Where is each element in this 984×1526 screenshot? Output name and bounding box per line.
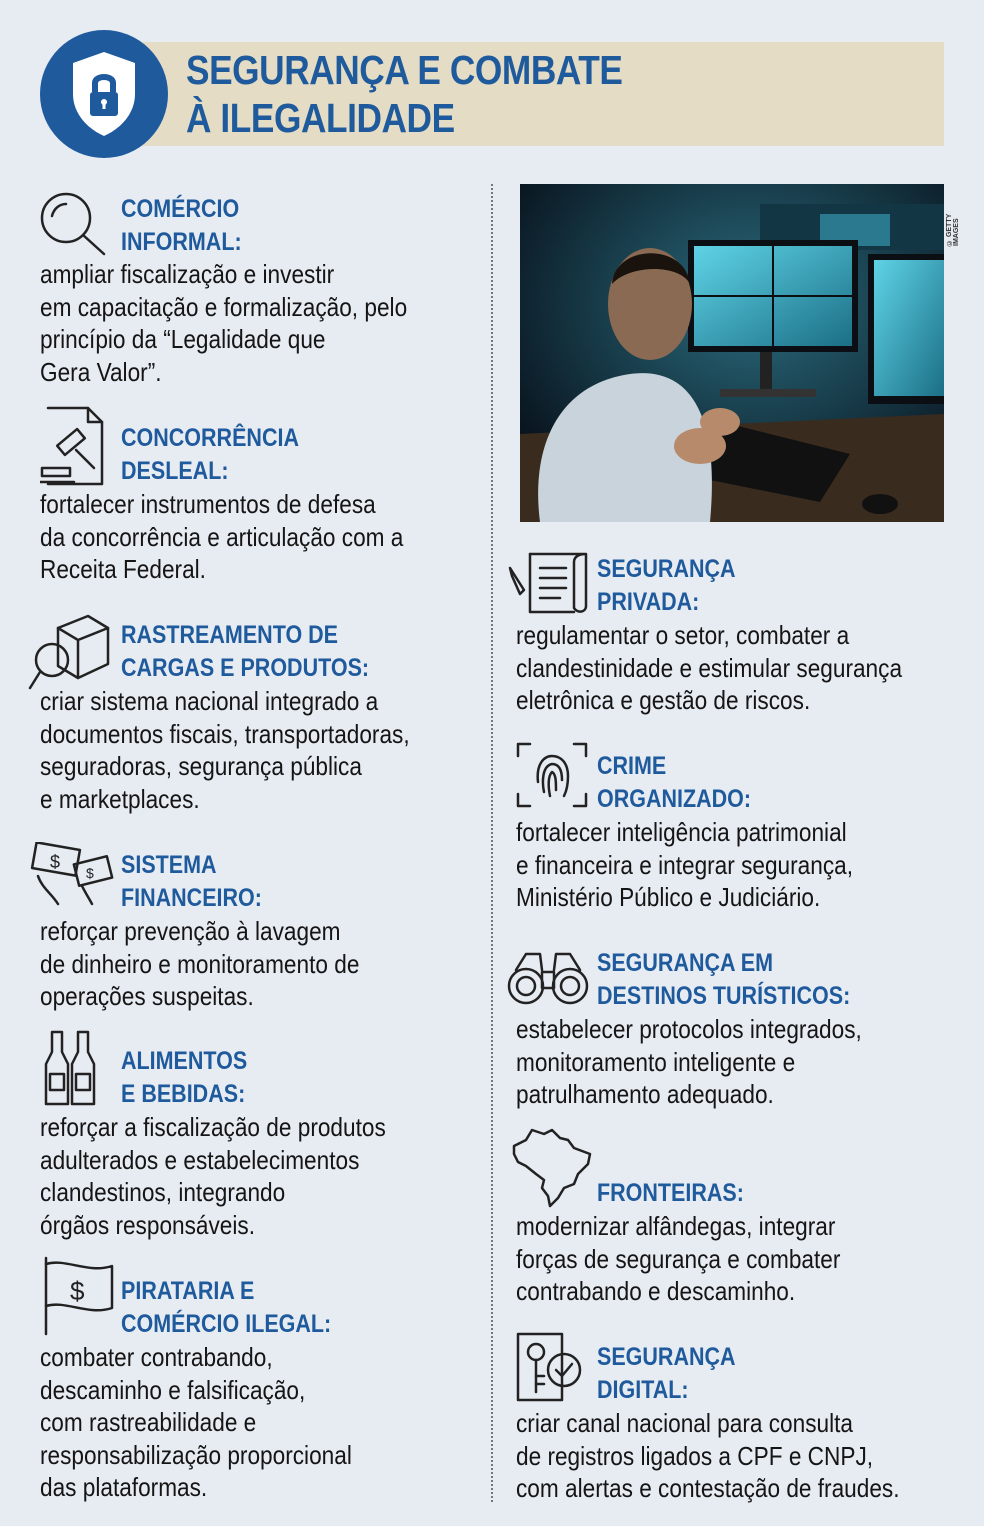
heading-line: FRONTEIRAS: [597, 1179, 744, 1207]
body-line: com alertas e contestação de fraudes. [516, 1473, 900, 1504]
body-line: fortalecer inteligência patrimonial [516, 817, 847, 847]
body-line: Gera Valor”. [40, 356, 162, 387]
heading-line: ORGANIZADO: [597, 785, 752, 813]
body-line: Ministério Público e Judiciário. [516, 882, 821, 913]
contract-pen-icon [508, 550, 590, 616]
column-divider [491, 184, 493, 1502]
svg-text:$: $ [70, 1276, 85, 1306]
body-line: forças de segurança e combater [516, 1243, 841, 1274]
heading-line: RASTREAMENTO DE [121, 621, 339, 649]
body-sistema-financeiro [40, 915, 359, 1013]
gavel-document-icon [40, 406, 106, 486]
magnifier-icon [38, 190, 110, 260]
heading-seguranca-privada [597, 553, 736, 619]
body-alimentos-bebidas [40, 1111, 386, 1241]
body-line: reforçar prevenção à lavagem [40, 916, 341, 946]
box-magnifier-icon [28, 612, 112, 692]
body-line: de dinheiro e monitoramento de [40, 948, 360, 979]
body-line: monitoramento inteligente e [516, 1046, 796, 1077]
body-fronteiras [516, 1210, 840, 1308]
body-seguranca-privada [516, 619, 902, 717]
heading-line: DIGITAL: [597, 1376, 689, 1404]
body-line: e financeira e integrar segurança, [516, 849, 854, 880]
heading-line: SEGURANÇA [597, 555, 736, 583]
surveillance-photo [520, 184, 944, 522]
heading-line: DESTINOS TURÍSTICOS: [597, 982, 851, 1010]
heading-line: E BEBIDAS: [121, 1080, 246, 1108]
heading-line: ALIMENTOS [121, 1047, 248, 1075]
heading-line: COMÉRCIO [121, 195, 240, 223]
body-line: com rastreabilidade e [40, 1407, 257, 1438]
heading-line: CARGAS E PRODUTOS: [121, 654, 370, 682]
heading-line: SEGURANÇA EM [597, 949, 773, 977]
heading-line: SEGURANÇA [597, 1343, 736, 1371]
dollar-flag-icon [42, 1256, 116, 1336]
heading-rastreamento [121, 619, 369, 685]
page-title [186, 46, 623, 142]
heading-line: PIRATARIA E [121, 1277, 255, 1305]
body-line: princípio da “Legalidade que [40, 324, 326, 355]
body-line: operações suspeitas. [40, 981, 254, 1012]
heading-line: SISTEMA [121, 851, 217, 879]
heading-sistema-financeiro [121, 849, 262, 915]
heading-seguranca-digital [597, 1341, 736, 1407]
body-line: modernizar alfândegas, integrar [516, 1211, 836, 1241]
body-concorrencia-desleal [40, 488, 403, 586]
title-line-2: À ILEGALIDADE [186, 95, 455, 141]
key-check-icon [514, 1330, 586, 1404]
body-line: e marketplaces. [40, 783, 200, 814]
brazil-map-icon [510, 1126, 594, 1210]
fingerprint-icon [516, 742, 588, 808]
heading-line: CRIME [597, 752, 667, 780]
body-line: descaminho e falsificação, [40, 1374, 306, 1405]
body-line: Receita Federal. [40, 554, 206, 585]
body-line: regulamentar o setor, combater a [516, 620, 850, 650]
body-line: criar canal nacional para consulta [516, 1408, 853, 1438]
body-comercio-informal [40, 258, 407, 388]
body-line: clandestinos, integrando [40, 1177, 286, 1208]
body-line: fortalecer instrumentos de defesa [40, 489, 376, 519]
body-seguranca-digital [516, 1407, 900, 1505]
heading-line: COMÉRCIO ILEGAL: [121, 1310, 332, 1338]
body-line: combater contrabando, [40, 1342, 273, 1372]
money-hands-icon [28, 842, 114, 906]
body-line: órgãos responsáveis. [40, 1209, 256, 1240]
body-line: responsabilização proporcional [40, 1439, 352, 1470]
heading-line: INFORMAL: [121, 228, 242, 256]
shield-lock-icon [40, 30, 168, 158]
body-rastreamento [40, 685, 410, 815]
heading-line: PRIVADA: [597, 588, 700, 616]
body-crime-organizado [516, 816, 853, 914]
heading-line: FINANCEIRO: [121, 884, 262, 912]
body-line: patrulhamento adequado. [516, 1079, 774, 1110]
body-line: de registros ligados a CPF e CNPJ, [516, 1440, 874, 1471]
heading-fronteiras [597, 1177, 744, 1210]
heading-comercio-informal [121, 193, 242, 259]
body-destinos-turisticos [516, 1013, 862, 1111]
body-line: da concorrência e articulação com a [40, 521, 404, 552]
body-line: contrabando e descaminho. [516, 1276, 796, 1307]
bottles-icon [42, 1030, 98, 1106]
body-line: criar sistema nacional integrado a [40, 686, 379, 716]
svg-text:$: $ [86, 865, 94, 881]
body-line: eletrônica e gestão de riscos. [516, 685, 811, 716]
photo-credit: © GETTY IMAGES [946, 213, 960, 246]
heading-line: DESLEAL: [121, 457, 229, 485]
body-line: estabelecer protocolos integrados, [516, 1014, 862, 1044]
body-pirataria [40, 1341, 352, 1504]
body-line: adulterados e estabelecimentos [40, 1144, 360, 1175]
svg-text:$: $ [50, 852, 61, 872]
binoculars-icon [506, 950, 590, 1008]
heading-pirataria [121, 1275, 331, 1341]
heading-crime-organizado [597, 750, 751, 816]
body-line: ampliar fiscalização e investir [40, 259, 335, 289]
heading-destinos-turisticos [597, 947, 850, 1013]
body-line: clandestinidade e estimular segurança [516, 652, 903, 683]
body-line: em capacitação e formalização, pelo [40, 291, 408, 322]
heading-alimentos-bebidas [121, 1045, 247, 1111]
body-line: das plataformas. [40, 1472, 208, 1503]
body-line: reforçar a fiscalização de produtos [40, 1112, 386, 1142]
heading-concorrencia-desleal [121, 422, 299, 488]
body-line: documentos fiscais, transportadoras, [40, 718, 410, 749]
heading-line: CONCORRÊNCIA [121, 424, 299, 452]
title-line-1: SEGURANÇA E COMBATE [186, 47, 623, 93]
body-line: seguradoras, segurança pública [40, 751, 362, 782]
